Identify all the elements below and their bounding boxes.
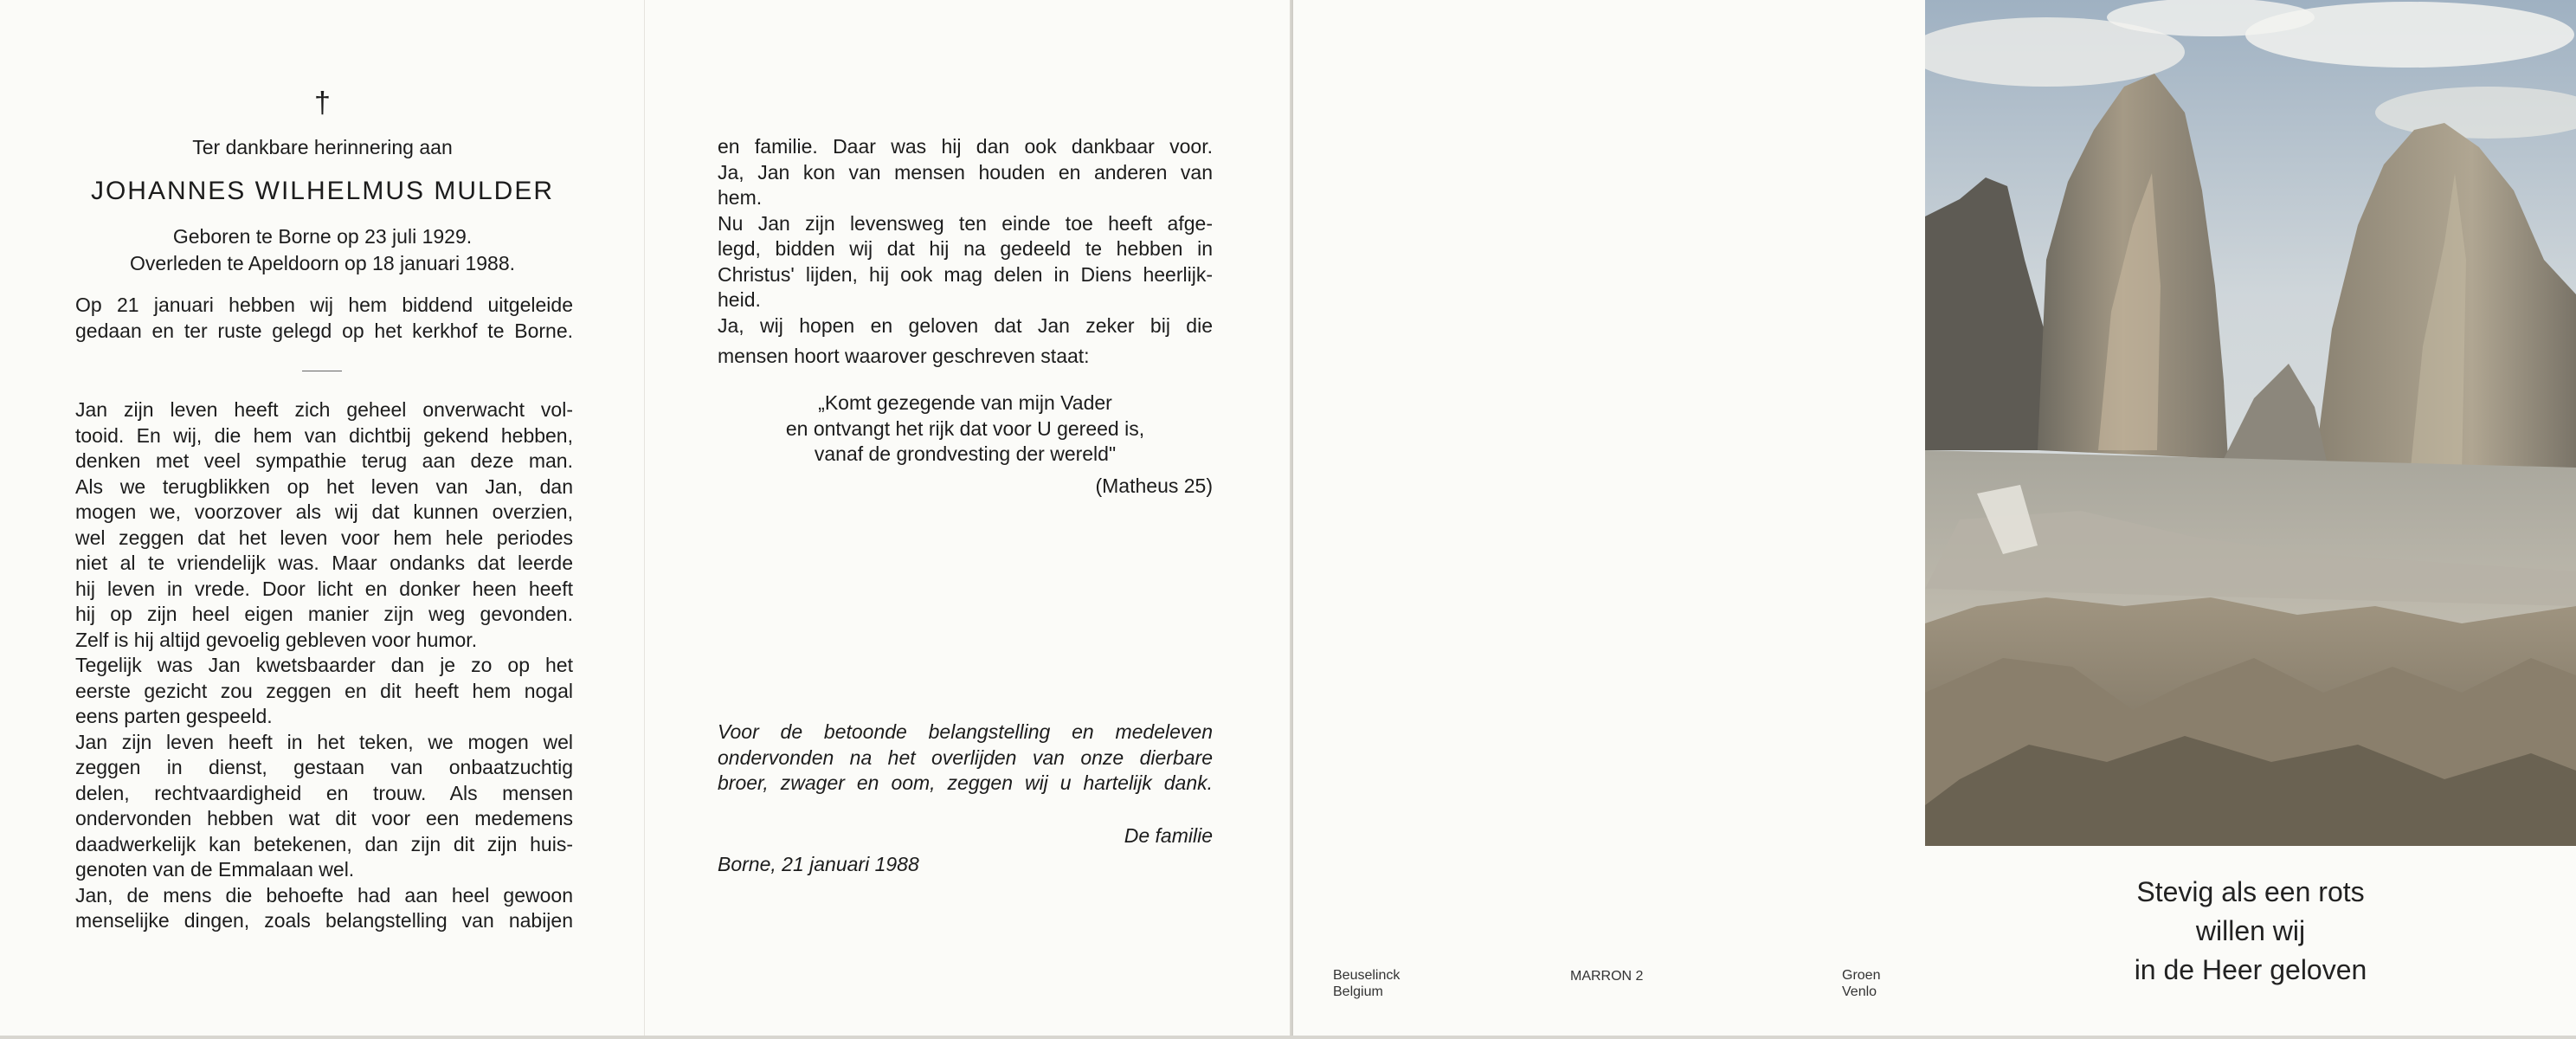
eulogy-line: heid. [718,288,761,311]
eulogy-line: daadwerkelijk kan betekenen, dan zijn dit zijn huis- [75,832,573,855]
eulogy-line: en familie. Daar was hij dan ook dankbaar voor. [718,135,1213,158]
eulogy-line: eerste gezicht zou zeggen en dit heeft hem nogal [75,679,573,702]
scripture-quote [718,390,1213,468]
scripture-source: (Matheus 25) [1095,474,1213,497]
publisher-mark [1842,967,1880,1000]
death-line: Overleden te Apeldoorn op 18 januari 1988. [130,252,515,274]
printer-mark [1333,967,1400,1000]
eulogy-line: denken met veel sympathie terug aan deze man. [75,449,573,472]
eulogy-text [75,397,573,934]
burial-line: Op 21 januari hebben wij hem biddend uitgeleide [75,294,573,316]
mountain-photo [1925,0,2576,846]
eulogy-line: tooid. En wij, die hem van dichtbij gekend hebben, [75,423,573,447]
eulogy-continued [718,134,1213,370]
signature: De familie [1124,824,1213,847]
cross-icon: † [314,87,331,119]
thanks-line: Voor de betoonde belangstelling en medeleven [718,720,1213,743]
intro-line: Ter dankbare herinnering aan [192,136,453,158]
burial-line: gedaan en ter ruste gelegd op het kerkhof te Borne. [75,319,573,342]
deceased-name: JOHANNES WILHELMUS MULDER [90,177,555,205]
quote-line: „Komt gezegende van mijn Vader [818,391,1112,414]
eulogy-line: menselijke dingen, zoals belangstelling van nabijen [75,909,573,932]
eulogy-line: Ja, Jan kon van mensen houden en anderen van [718,160,1213,184]
card-code: MARRON 2 [1570,969,1644,984]
burial-text [75,293,573,344]
eulogy-line: Christus' lijden, hij ook mag delen in Diens heerlijk- [718,262,1213,286]
eulogy-line: Jan zijn leven heeft in het teken, we mogen wel [75,730,573,753]
eulogy-line: Ja, wij hopen en geloven dat Jan zeker bij die [718,313,1213,337]
place-date: Borne, 21 januari 1988 [718,853,919,875]
eulogy-line: Jan zijn leven heeft zich geheel onverwacht vol- [75,398,573,421]
thanks-text [718,720,1213,797]
eulogy-line: mogen we, voorzover als wij dat kunnen overzien, [75,500,573,523]
printer-country: Belgium [1333,984,1383,999]
card-panel-front [1925,0,2576,1036]
motto-line: Stevig als een rots [2136,876,2365,907]
eulogy-line: zeggen in dienst, gestaan van onbaatzuchtig [75,756,573,778]
eulogy-line: wel zeggen dat het leven voor hem hele periodes [75,526,573,549]
eulogy-line: Als we terugblikken op het leven van Jan, dan [75,474,573,498]
quote-line: en ontvangt het rijk dat voor U gereed is, [785,416,1145,440]
motto-line: willen wij [2195,915,2306,946]
eulogy-line: legd, bidden wij dat hij na gedeeld te hebben in [718,237,1213,260]
card-panel-middle [645,0,1290,1036]
eulogy-line: eens parten gespeeld. [75,705,273,727]
publisher-name: Groen [1842,968,1881,983]
motto-line: in de Heer geloven [2134,954,2367,985]
card-panel-back [1291,0,1925,1036]
thanks-line: broer, zwager en oom, zeggen wij u hartelijk dank. [718,771,1213,794]
card-panel-left [0,0,645,1036]
eulogy-line: Tegelijk was Jan kwetsbaarder dan je zo op het [75,654,573,676]
publisher-city: Venlo [1842,984,1877,999]
birth-line: Geboren te Borne op 23 juli 1929. [172,225,473,248]
eulogy-line: delen, rechtvaardigheid en trouw. Als mensen [75,781,573,804]
eulogy-line: Nu Jan zijn levensweg ten einde toe heeft afge- [718,211,1213,235]
quote-line: vanaf de grondvesting der wereld" [814,442,1117,465]
eulogy-line: Zelf is hij altijd gevoelig gebleven voor humor. [75,628,478,651]
eulogy-line: genoten van de Emmalaan wel. [75,858,355,881]
eulogy-line: hij leven in vrede. Door licht en donker heen heeft [75,577,573,600]
motto-text [1925,873,2576,990]
eulogy-line: mensen hoort waarover geschreven staat: [718,345,1090,367]
thanks-line: ondervonden na het overlijden van onze dierbare [718,745,1213,769]
eulogy-line: Jan, de mens die behoefte had aan heel gewoon [75,883,573,907]
eulogy-line: hem. [718,186,763,209]
printer-name: Beuselinck [1333,968,1401,983]
eulogy-line: hij op zijn heel eigen manier zijn weg gevonden. [75,603,573,625]
eulogy-line: ondervonden hebben wat dit voor een medemens [75,807,573,829]
eulogy-line: niet al te vriendelijk was. Maar ondanks dat leerde [75,552,573,574]
